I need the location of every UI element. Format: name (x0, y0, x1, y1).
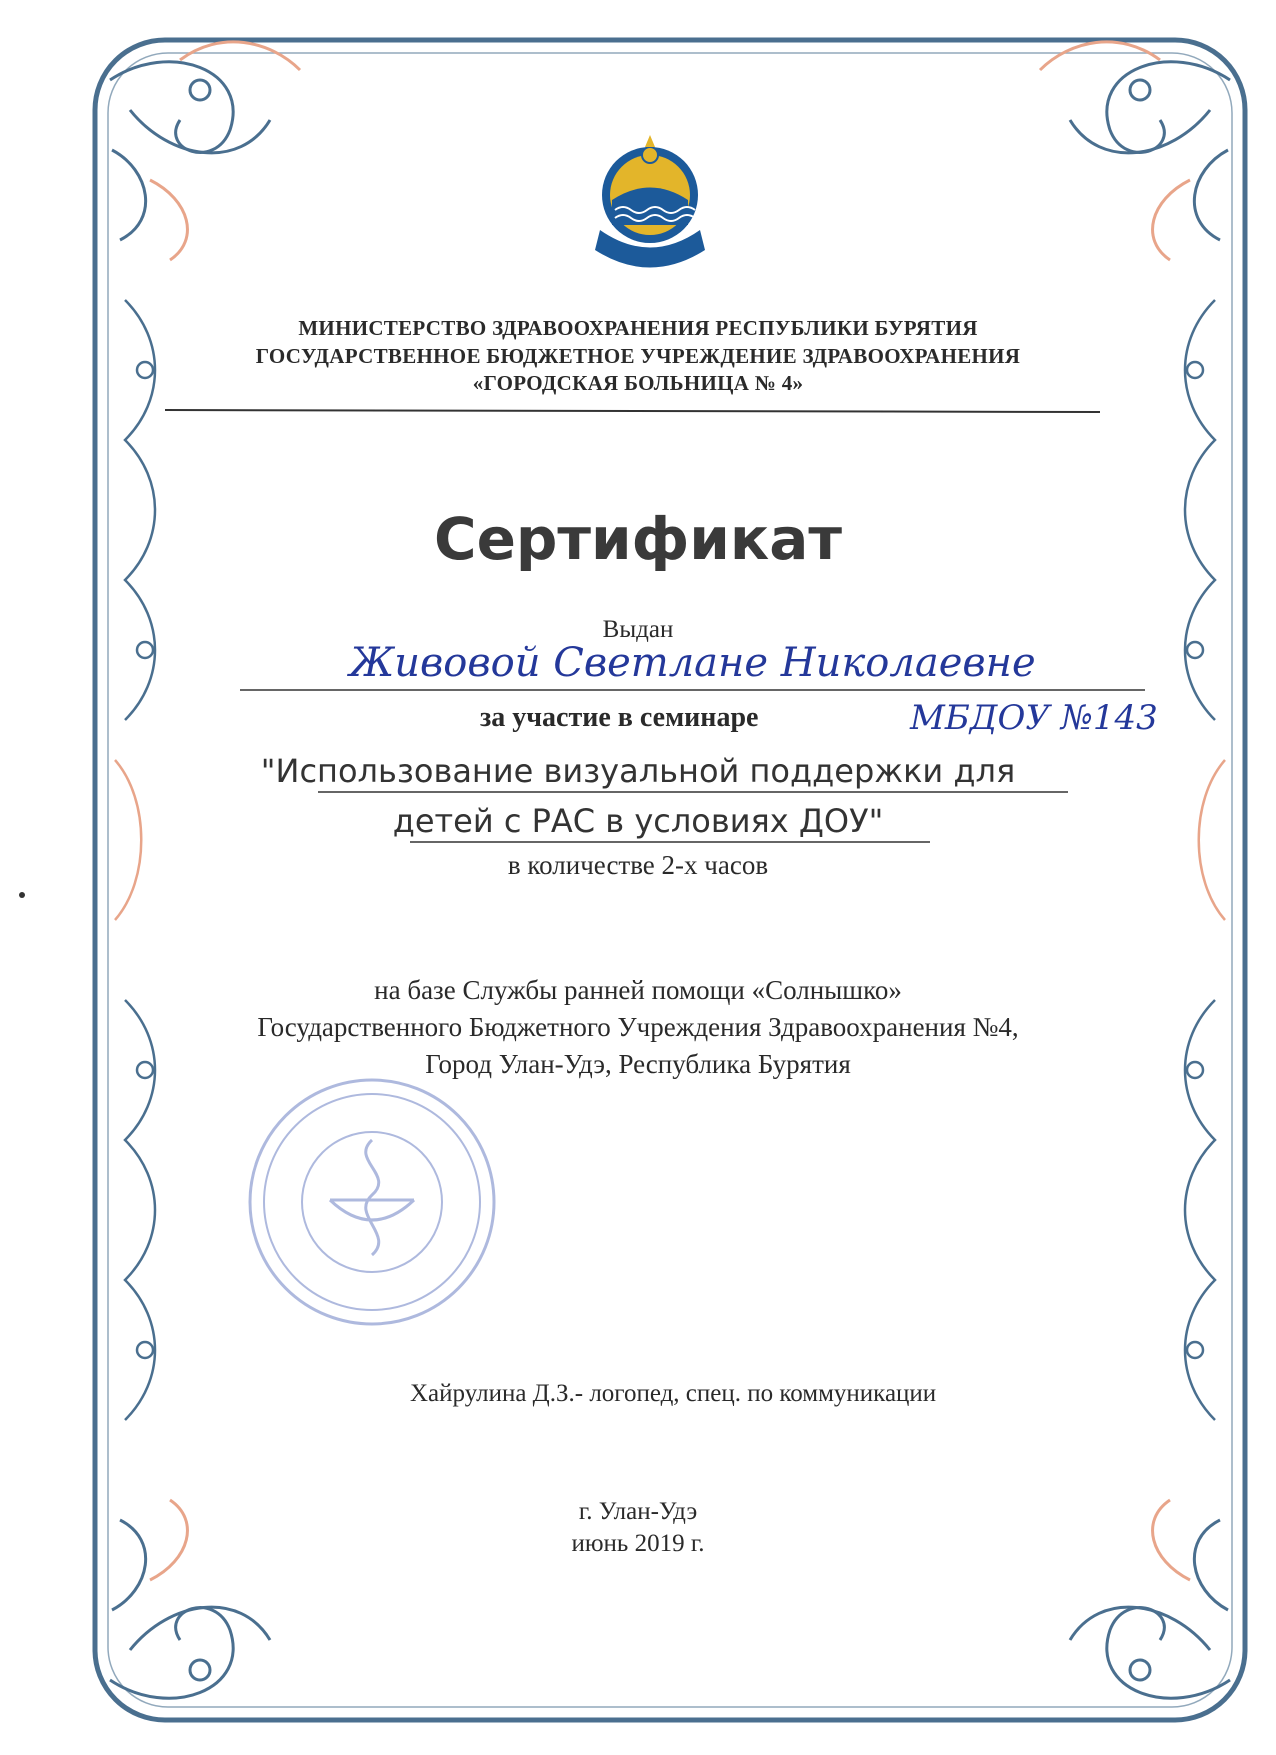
coat-of-arms-emblem (595, 135, 705, 268)
issued-label: Выдан (602, 616, 674, 643)
certificate-title: Сертификат (434, 505, 842, 573)
footer-city: г. Улан-Удэ (578, 1498, 698, 1525)
participation-label: за участие в семинаре (480, 702, 759, 733)
header-divider (165, 410, 1100, 412)
hospital-name: «ГОРОДСКАЯ БОЛЬНИЦА № 4» (472, 371, 804, 395)
official-stamp (250, 1080, 494, 1324)
footer-date: июнь 2019 г. (571, 1530, 705, 1557)
organization-handwritten: МБДОУ №143 (910, 698, 1158, 738)
seminar-title-line-2: детей с РАС в условиях ДОУ" (392, 802, 884, 840)
recipient-name-handwritten: Живовой Светлане Николаевне (349, 640, 1036, 686)
venue-line-1: на базе Службы ранней помощи «Солнышко» (374, 975, 902, 1005)
institution-line: ГОСУДАРСТВЕННОЕ БЮДЖЕТНОЕ УЧРЕЖДЕНИЕ ЗДРАВООХРАНЕНИЯ (255, 344, 1021, 368)
venue-line-3: Город Улан-Удэ, Республика Бурятия (425, 1049, 851, 1079)
corner-ornament-top-right (1040, 42, 1230, 260)
venue-line-2: Государственного Бюджетного Учреждения Здравоохранения №4, (257, 1012, 1019, 1042)
corner-ornament-top-left (110, 42, 300, 260)
ministry-line: МИНИСТЕРСТВО ЗДРАВООХРАНЕНИЯ РЕСПУБЛИКИ БУРЯТИЯ (298, 316, 978, 340)
seminar-title-line-1: "Использование визуальной поддержки для (260, 752, 1016, 790)
scan-speck (19, 892, 25, 898)
hours-text: в количестве 2-х часов (507, 850, 769, 880)
signatory: Хайрулина Д.З.- логопед, спец. по коммуникации (410, 1380, 937, 1407)
